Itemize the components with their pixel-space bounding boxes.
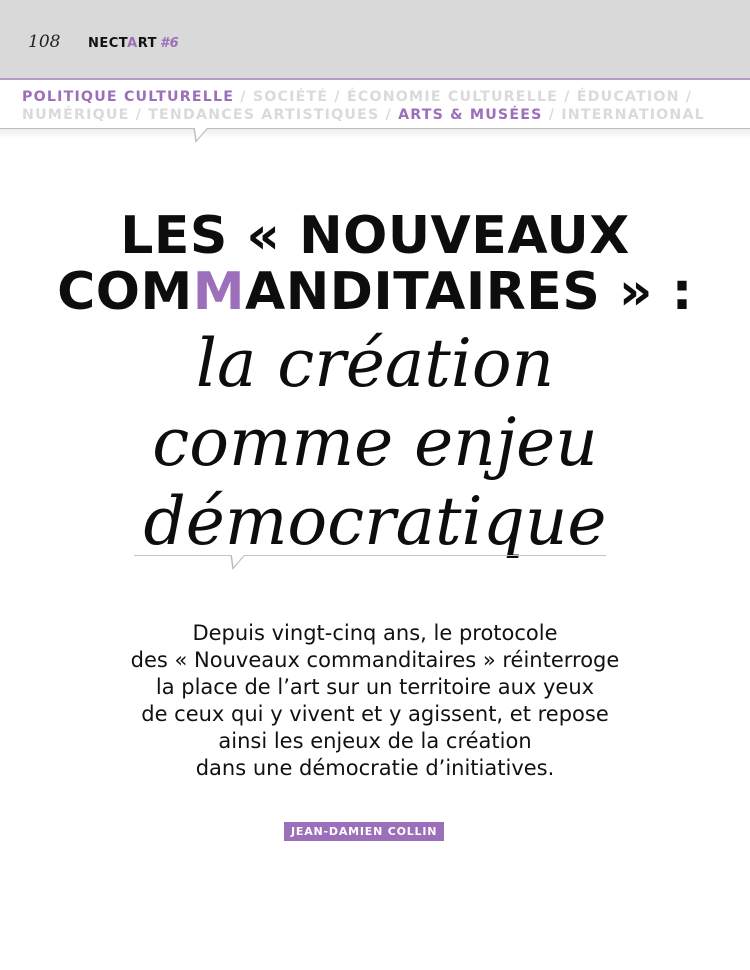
category-separator: / bbox=[240, 89, 247, 105]
magazine-brand bbox=[88, 36, 179, 51]
category-arts-musees[interactable]: ARTS & MUSÉES bbox=[398, 107, 543, 123]
category-education[interactable]: ÉDUCATION bbox=[576, 89, 680, 105]
category-separator: / bbox=[685, 89, 693, 105]
title-line-2: COMMANDITAIRES » : bbox=[57, 262, 693, 322]
category-divider-shadow bbox=[0, 129, 750, 139]
subtitle-line-2: comme enjeu bbox=[152, 404, 598, 481]
lead-line: de ceux qui y vivent et y agissent, et repose bbox=[141, 702, 609, 726]
category-separator: / bbox=[548, 107, 556, 123]
title-divider bbox=[134, 555, 606, 556]
lead-paragraph bbox=[40, 620, 710, 782]
category-separator: / bbox=[385, 107, 392, 123]
title-accent-letter: M bbox=[192, 262, 245, 322]
category-row-2 bbox=[22, 106, 738, 124]
lead-line: ainsi les enjeux de la création bbox=[218, 729, 532, 753]
category-societe[interactable]: SOCIÉTÉ bbox=[252, 89, 329, 105]
brand-accent-letter: A bbox=[127, 36, 138, 51]
lead-line: des « Nouveaux commanditaires » réinterroge bbox=[130, 648, 620, 672]
brand-prefix: NECT bbox=[88, 36, 128, 51]
category-separator: / bbox=[135, 107, 143, 123]
lead-line: Depuis vingt-cinq ans, le protocole bbox=[192, 621, 558, 645]
issue-number: #6 bbox=[160, 36, 180, 51]
brand-suffix: RT bbox=[137, 36, 158, 51]
category-nav bbox=[22, 88, 738, 124]
article-title bbox=[0, 208, 750, 561]
category-international[interactable]: INTERNATIONAL bbox=[561, 107, 705, 123]
category-separator: / bbox=[334, 89, 341, 105]
category-tendances-artistiques[interactable]: TENDANCES ARTISTIQUES bbox=[148, 107, 380, 123]
category-economie-culturelle[interactable]: ÉCONOMIE CULTURELLE bbox=[346, 89, 559, 105]
title-line-1: LES « NOUVEAUX bbox=[120, 206, 630, 266]
subtitle-line-1: la création bbox=[195, 325, 555, 402]
author-badge: JEAN-DAMIEN COLLIN bbox=[284, 822, 444, 841]
subtitle-line-3: démocratique bbox=[143, 483, 607, 560]
category-separator: / bbox=[564, 89, 571, 105]
lead-line: la place de l’art sur un territoire aux yeux bbox=[155, 675, 595, 699]
category-row-1 bbox=[22, 88, 738, 106]
lead-line: dans une démocratie d’initiatives. bbox=[195, 756, 555, 780]
category-numerique[interactable]: NUMÉRIQUE bbox=[22, 107, 130, 123]
page-number: 108 bbox=[28, 32, 61, 52]
category-politique-culturelle[interactable]: POLITIQUE CULTURELLE bbox=[22, 89, 235, 105]
page-header bbox=[0, 0, 750, 80]
